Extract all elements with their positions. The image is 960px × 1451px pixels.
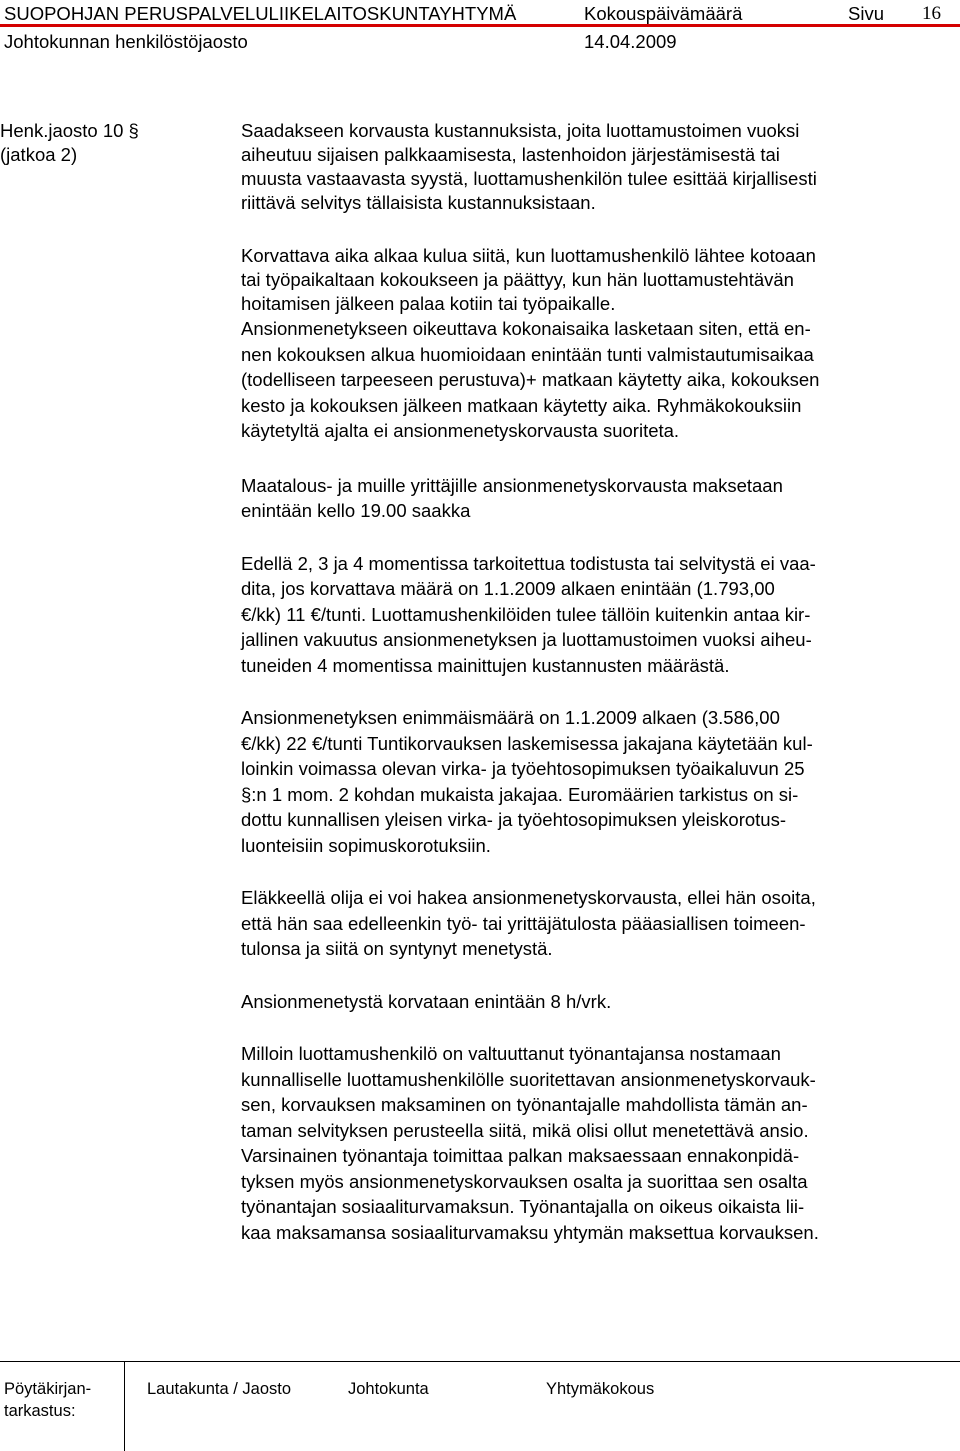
paragraph-line: kunnalliselle luottamushenkilölle suoritettavan ansionmenetyskorvauk- — [241, 1068, 816, 1090]
footer-rule — [0, 1361, 960, 1362]
paragraph-line: Maatalous- ja muille yrittäjille ansionmenetyskorvausta maksetaan — [241, 474, 783, 496]
paragraph-line: dita, jos korvattava määrä on 1.1.2009 alkaen enintään (1.793,00 — [241, 578, 775, 599]
paragraph — [241, 473, 941, 524]
paragraph — [241, 551, 941, 679]
section-continuation: (jatkoa 2) — [0, 144, 78, 165]
paragraph-line: luonteisiin sopimuskorotuksiin. — [241, 834, 491, 856]
paragraph-line: sen, korvauksen maksaminen on työnantajalle mahdollista tämän an- — [241, 1094, 808, 1115]
section-reference — [0, 119, 139, 167]
paragraph-line: Eläkkeellä olija ei voi hakea ansionmenetyskorvausta, ellei hän osoita, — [241, 887, 816, 908]
paragraph-line: Ansionmenetyksen enimmäismäärä on 1.1.2009 alkaen (3.586,00 — [241, 707, 780, 728]
date-label: Kokouspäivämäärä — [584, 3, 743, 24]
paragraph-line: muusta vastaavasta syystä, luottamushenkilön tulee esittää kirjallisesti — [241, 168, 817, 189]
paragraph-line: €/kk) 11 €/tunti. Luottamushenkilöiden tulee tällöin kuitenkin antaa kir- — [241, 603, 811, 625]
paragraph — [241, 316, 941, 444]
footer-checker-label-1: Pöytäkirjan- — [4, 1380, 92, 1398]
footer-checker-label-2: tarkastus: — [4, 1402, 76, 1420]
paragraph-line: tuneiden 4 momentissa mainittujen kustannusten määrästä. — [241, 654, 730, 676]
paragraph-line: Ansionmenetystä korvataan enintään 8 h/vrk. — [241, 990, 612, 1012]
paragraph-line: nen kokouksen alkua huomioidaan enintään tunti valmistautumisaikaa — [241, 343, 814, 365]
paragraph-line: käytetyltä ajalta ei ansionmenetyskorvausta suoriteta. — [241, 420, 680, 441]
paragraph — [241, 244, 941, 316]
paragraph-line: §:n 1 mom. 2 kohdan mukaista jakajaa. Euromäärien tarkistus on si- — [241, 783, 799, 805]
paragraph-line: että hän saa edelleenkin työ- tai yrittäjätulosta pääasiallisen toimeen- — [241, 912, 806, 934]
paragraph-line: dottu kunnallisen yleisen virka- ja työehtosopimuksen yleiskorotus- — [241, 809, 786, 830]
paragraph-line: Edellä 2, 3 ja 4 momentissa tarkoitettua todistusta tai selvitystä ei vaa- — [241, 552, 816, 574]
footer-management-label: Johtokunta — [348, 1380, 429, 1398]
footer-board-label: Lautakunta / Jaosto — [147, 1380, 292, 1398]
paragraph-line: hoitamisen jälkeen palaa kotiin tai työpaikalle. — [241, 293, 616, 314]
paragraph-line: Korvattava aika alkaa kulua siitä, kun luottamushenkilö lähtee kotoaan — [241, 245, 816, 266]
page-label: Sivu — [848, 3, 884, 24]
paragraph — [241, 705, 941, 858]
paragraph-line: Milloin luottamushenkilö on valtuuttanut työnantajansa nostamaan — [241, 1043, 781, 1064]
paragraph-line: työnantajan sosiaaliturvamaksun. Työnantajalla on oikeus oikaista lii- — [241, 1196, 805, 1217]
paragraph — [241, 989, 941, 1015]
organization-name: SUOPOHJAN PERUSPALVELULIIKELAITOSKUNTAYHTYMÄ — [4, 3, 517, 24]
paragraph-line: loinkin voimassa olevan virka- ja työehtosopimuksen työaikaluvun 25 — [241, 758, 805, 779]
paragraph-line: tai työpaikaltaan kokoukseen ja päättyy, kun hän luottamustehtävän — [241, 269, 794, 290]
paragraph — [241, 885, 941, 962]
footer-divider — [124, 1361, 125, 1451]
paragraph-line: tyksen myös ansionmenetyskorvauksen osalta ja suorittaa sen osalta — [241, 1170, 808, 1192]
paragraph-line: kaa maksamansa sosiaaliturvamaksu yhtymän maksettua korvauksen. — [241, 1221, 819, 1243]
paragraph-line: €/kk) 22 €/tunti Tuntikorvauksen laskemisessa jakajana käytetään kul- — [241, 732, 813, 754]
committee-name: Johtokunnan henkilöstöjaosto — [4, 31, 248, 52]
page-number: 16 — [922, 3, 941, 24]
header-divider — [0, 24, 960, 27]
paragraph-line: aiheutuu sijaisen palkkaamisesta, lastenhoidon järjestämisestä tai — [241, 144, 780, 165]
paragraph-line: (todelliseen tarpeeseen perustuva)+ matkaan käytetty aika, kokouksen — [241, 369, 820, 390]
meeting-date: 14.04.2009 — [584, 31, 677, 52]
paragraph — [241, 1041, 941, 1245]
paragraph-line: enintään kello 19.00 saakka — [241, 500, 471, 521]
paragraph-line: taman selvityksen perusteella siitä, mikä olisi ollut menetettävä ansio. — [241, 1119, 809, 1141]
paragraph-line: jallinen vakuutus ansionmenetyksen ja luottamustoimen vuoksi aiheu- — [241, 629, 812, 650]
paragraph — [241, 119, 941, 215]
paragraph-line: Saadakseen korvausta kustannuksista, joita luottamustoimen vuoksi — [241, 120, 800, 141]
paragraph-line: kesto ja kokouksen jälkeen matkaan käytetty aika. Ryhmäkokouksiin — [241, 394, 802, 416]
footer-assembly-label: Yhtymäkokous — [546, 1380, 655, 1398]
minutes-body — [241, 119, 941, 1245]
paragraph-line: tulonsa ja siitä on syntynyt menetystä. — [241, 938, 553, 959]
section-number: Henk.jaosto 10 § — [0, 120, 139, 141]
paragraph-line: Ansionmenetykseen oikeuttava kokonaisaika lasketaan siten, että en- — [241, 318, 811, 339]
paragraph-line: riittävä selvitys tällaisista kustannuksistaan. — [241, 192, 596, 213]
paragraph-line: Varsinainen työnantaja toimittaa palkan maksaessaan ennakonpidä- — [241, 1145, 800, 1166]
